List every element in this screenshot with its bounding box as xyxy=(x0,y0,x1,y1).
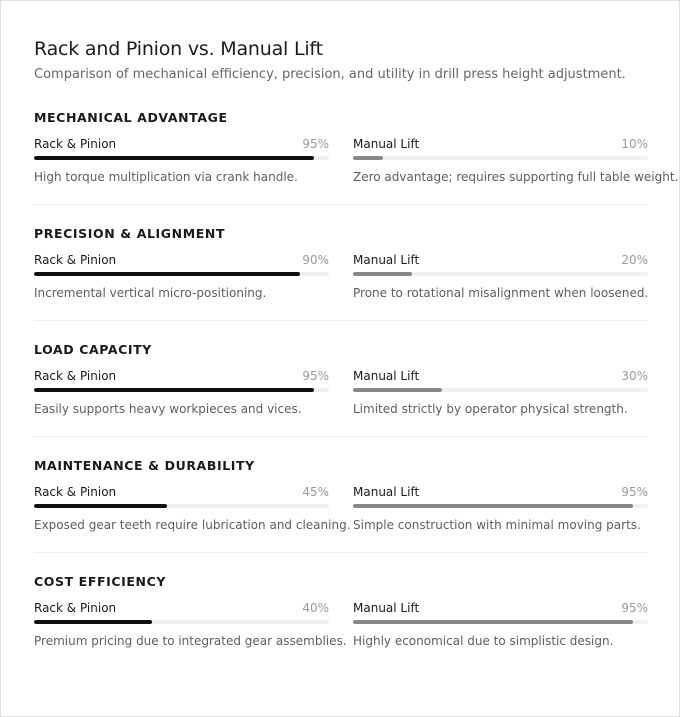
rack-pinion-metric xyxy=(34,137,329,185)
progress-fill xyxy=(353,388,442,392)
progress-fill xyxy=(353,156,383,160)
metric-description: Easily supports heavy workpieces and vices. xyxy=(34,402,302,416)
metric-description: Limited strictly by operator physical strength. xyxy=(353,402,628,416)
rack-pinion-metric xyxy=(34,601,347,649)
section-title: LOAD CAPACITY xyxy=(34,342,152,357)
progress-track xyxy=(353,504,648,508)
progress-fill xyxy=(34,504,167,508)
metric-description: Prone to rotational misalignment when loosened. xyxy=(353,286,649,300)
section-precision-alignment xyxy=(34,226,648,321)
progress-track xyxy=(34,388,329,392)
metric-label: Manual Lift xyxy=(353,601,420,615)
comparison-pair xyxy=(34,601,648,649)
metric-label: Rack & Pinion xyxy=(34,601,117,615)
rack-pinion-metric xyxy=(34,253,329,301)
progress-track xyxy=(34,156,329,160)
metric-description: Highly economical due to simplistic design. xyxy=(353,634,614,648)
section-maintenance-durability xyxy=(34,458,648,553)
progress-fill xyxy=(353,620,633,624)
manual-lift-metric xyxy=(353,601,648,649)
section-title: MAINTENANCE & DURABILITY xyxy=(34,458,255,473)
manual-lift-metric xyxy=(353,253,648,301)
metric-label: Rack & Pinion xyxy=(34,485,117,499)
progress-fill xyxy=(353,272,412,276)
metric-label: Manual Lift xyxy=(353,485,420,499)
section-load-capacity xyxy=(34,342,648,437)
metric-description: Exposed gear teeth require lubrication and cleaning. xyxy=(34,518,351,532)
metric-label: Rack & Pinion xyxy=(34,137,117,151)
metric-percent: 45% xyxy=(302,485,329,499)
section-cost-efficiency xyxy=(34,574,648,668)
section-title: MECHANICAL ADVANTAGE xyxy=(34,110,228,125)
section-mechanical-advantage xyxy=(34,110,679,205)
manual-lift-metric xyxy=(353,137,679,185)
metric-percent: 95% xyxy=(621,485,648,499)
metric-label: Manual Lift xyxy=(353,253,420,267)
progress-track xyxy=(353,272,648,276)
comparison-pair xyxy=(34,485,648,533)
metric-description: Premium pricing due to integrated gear assemblies. xyxy=(34,634,347,648)
progress-track xyxy=(353,620,648,624)
metric-percent: 40% xyxy=(302,601,329,615)
progress-track xyxy=(34,504,329,508)
progress-track xyxy=(353,388,648,392)
metric-label: Rack & Pinion xyxy=(34,369,117,383)
comparison-container xyxy=(34,37,679,668)
comparison-pair xyxy=(34,253,648,301)
section-title: COST EFFICIENCY xyxy=(34,574,166,589)
metric-percent: 95% xyxy=(302,369,329,383)
progress-track xyxy=(34,620,329,624)
metric-description: High torque multiplication via crank handle. xyxy=(34,170,298,184)
metric-label: Manual Lift xyxy=(353,369,420,383)
progress-track xyxy=(353,156,648,160)
metric-description: Simple construction with minimal moving parts. xyxy=(353,518,641,532)
metric-label: Manual Lift xyxy=(353,137,420,151)
manual-lift-metric xyxy=(353,369,648,417)
comparison-pair xyxy=(34,137,679,185)
rack-pinion-metric xyxy=(34,369,329,417)
metric-percent: 95% xyxy=(302,137,329,151)
metric-description: Incremental vertical micro-positioning. xyxy=(34,286,267,300)
metric-percent: 95% xyxy=(621,601,648,615)
progress-fill xyxy=(34,388,314,392)
progress-track xyxy=(34,272,329,276)
progress-fill xyxy=(353,504,633,508)
metric-percent: 20% xyxy=(621,253,648,267)
progress-fill xyxy=(34,620,152,624)
progress-fill xyxy=(34,156,314,160)
rack-pinion-metric xyxy=(34,485,351,533)
page-title: Rack and Pinion vs. Manual Lift xyxy=(34,38,323,60)
metric-description: Zero advantage; requires supporting full table weight. xyxy=(353,170,679,184)
metric-label: Rack & Pinion xyxy=(34,253,117,267)
progress-fill xyxy=(34,272,300,276)
page-subtitle: Comparison of mechanical efficiency, precision, and utility in drill press height adjustment. xyxy=(34,67,626,82)
section-title: PRECISION & ALIGNMENT xyxy=(34,226,226,241)
comparison-pair xyxy=(34,369,648,417)
metric-percent: 90% xyxy=(302,253,329,267)
metric-percent: 30% xyxy=(621,369,648,383)
metric-percent: 10% xyxy=(621,137,648,151)
manual-lift-metric xyxy=(353,485,648,533)
